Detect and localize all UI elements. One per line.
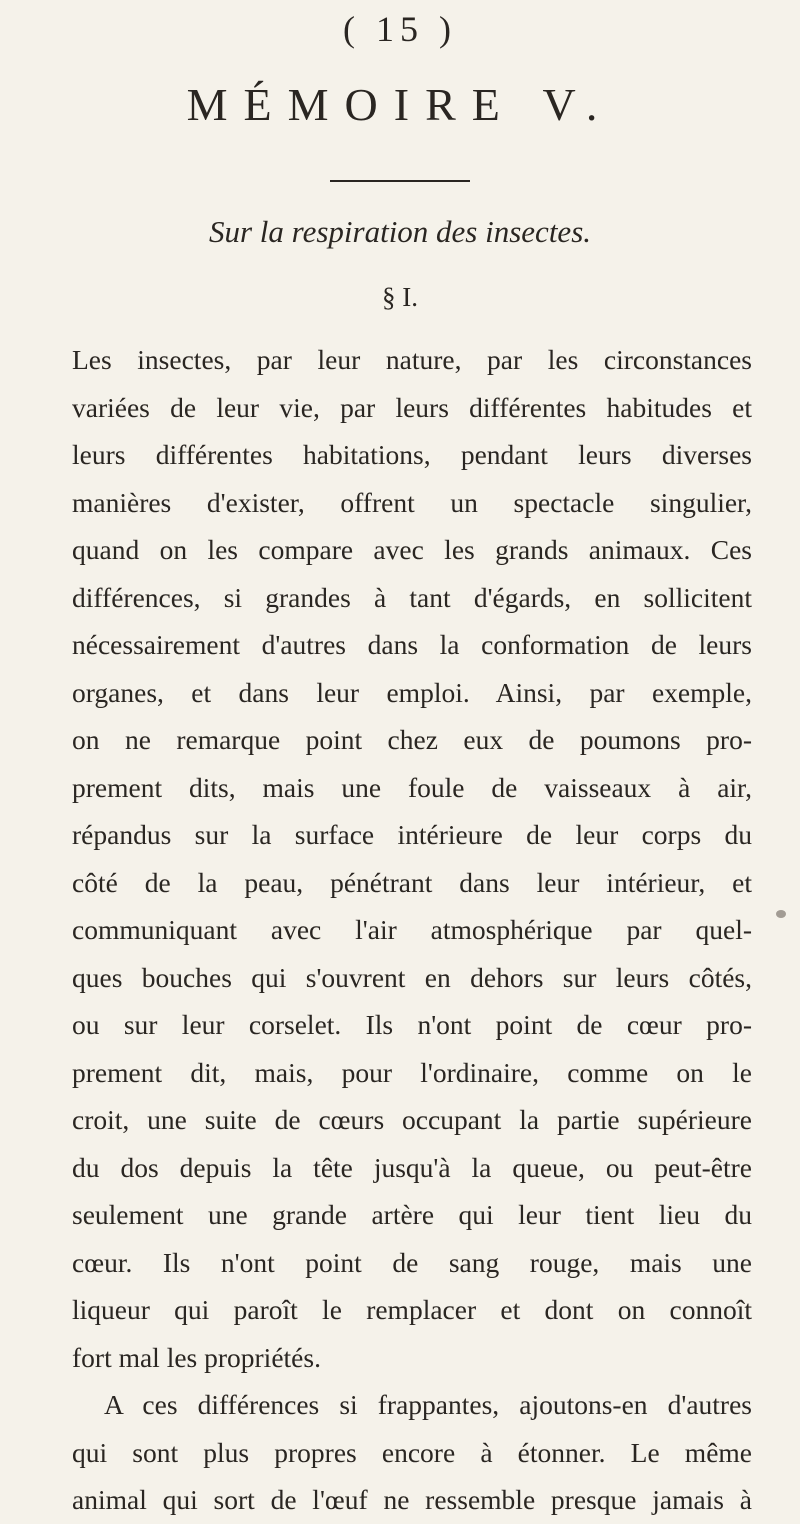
text-line: on ne remarque point chez eux de poumons pro- <box>72 724 752 755</box>
text-line: variées de leur vie, par leurs différentes habitudes et <box>72 391 752 423</box>
page-number: ( 15 ) <box>343 9 457 49</box>
memoir-title: MÉMOIRE V. <box>186 79 614 130</box>
text-line: côté de la peau, pénétrant dans leur intérieur, et <box>72 866 752 898</box>
text-line: ques bouches qui s'ouvrent en dehors sur leurs côtés, <box>72 961 752 993</box>
text-line: communiquant avec l'air atmosphérique par quel- <box>72 914 752 945</box>
text-line: quand on les compare avec les grands animaux. Ces <box>72 534 752 565</box>
text-line: Les insectes, par leur nature, par les circonstances <box>72 344 752 375</box>
text-line: prement dit, mais, pour l'ordinaire, comme on le <box>72 1056 752 1088</box>
body-text <box>72 336 752 1524</box>
title-rule <box>330 180 470 182</box>
text-line: ou sur leur corselet. Ils n'ont point de cœur pro- <box>72 1009 752 1040</box>
text-line: animal qui sort de l'œuf ne ressemble presque jamais à <box>72 1484 752 1515</box>
text-line: liqueur qui paroît le remplacer et dont on connoît <box>72 1294 752 1325</box>
text-line: qui sont plus propres encore à étonner. Le même <box>72 1436 752 1468</box>
text-line: fort mal les propriétés. <box>72 1341 321 1373</box>
text-line: prement dits, mais une foule de vaisseaux à air, <box>72 771 752 803</box>
text-line: du dos depuis la tête jusqu'à la queue, ou peut-être <box>72 1151 752 1183</box>
memoir-subtitle: Sur la respiration des insectes. <box>208 214 592 249</box>
text-line: organes, et dans leur emploi. Ainsi, par exemple, <box>72 676 752 708</box>
ink-spot <box>776 910 786 918</box>
section-heading: § I. <box>382 282 418 312</box>
text-line: différences, si grandes à tant d'égards, en sollicitent <box>72 581 752 613</box>
text-line: seulement une grande artère qui leur tient lieu du <box>72 1199 752 1230</box>
text-line: leurs différentes habitations, pendant leurs diverses <box>72 439 752 470</box>
text-line: répandus sur la surface intérieure de leur corps du <box>72 819 752 850</box>
text-line: nécessairement d'autres dans la conformation de leurs <box>72 629 752 660</box>
text-line: cœur. Ils n'ont point de sang rouge, mais une <box>72 1246 752 1278</box>
text-line: croit, une suite de cœurs occupant la partie supérieure <box>72 1104 752 1135</box>
text-line: manières d'exister, offrent un spectacle singulier, <box>72 486 752 518</box>
text-line: A ces différences si frappantes, ajoutons-en d'autres <box>104 1389 752 1420</box>
